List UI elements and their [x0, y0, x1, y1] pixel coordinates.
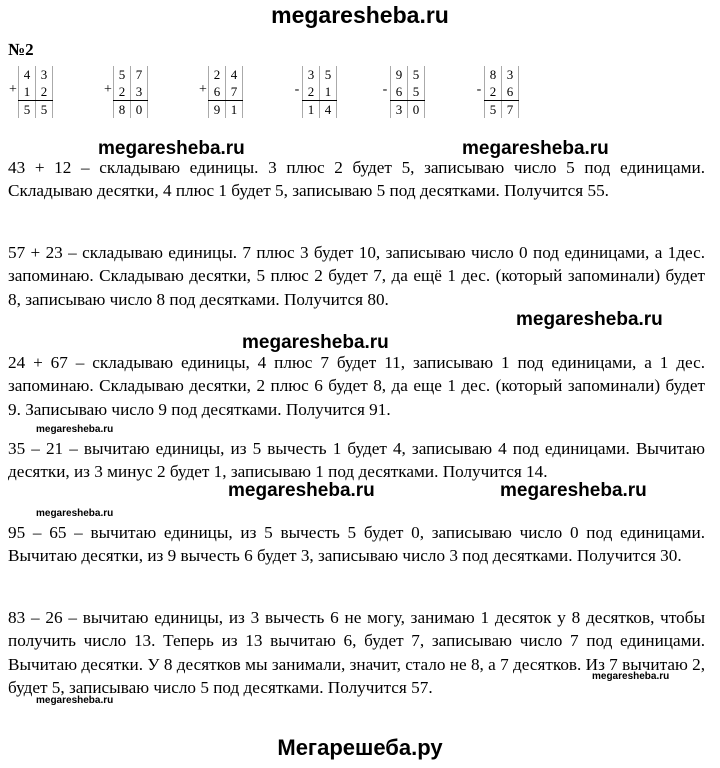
digit: 3: [502, 66, 519, 83]
digit-grid: [484, 66, 519, 118]
digit: 2: [485, 83, 502, 101]
digit: 2: [209, 66, 226, 83]
digit: 8: [485, 66, 502, 83]
watermark: megaresheba.ru: [36, 424, 114, 435]
result-digit: 9: [209, 101, 226, 119]
solution-paragraph: 43 + 12 – складываю единицы. 3 плюс 2 будет 5, записываю число 5 под единицами. Складываю десятки, 4 плюс 1 будет 5, записываю 5 под десятками. Получится 55.: [8, 158, 705, 201]
digit: 6: [209, 83, 226, 101]
operation-sign: +: [104, 82, 112, 97]
digit: 5: [408, 66, 425, 83]
watermark: megaresheba.ru: [36, 695, 114, 706]
digit: 9: [391, 66, 408, 83]
digit: 1: [19, 83, 36, 101]
result-digit: 4: [320, 101, 337, 119]
digit: 2: [303, 83, 320, 101]
digit-grid: [208, 66, 243, 118]
result-digit: 5: [19, 101, 36, 119]
solution-paragraph: 95 – 65 – вычитаю единицы, из 5 вычесть 5 будет 0, записываю число 0 под единицами. Вычитаю десятки, из 9 вычесть 6 будет 3, записываю число 3 под десятками. Получится 30.: [8, 523, 705, 566]
column-calculation: [103, 66, 148, 118]
digit-grid: [390, 66, 425, 118]
solution-paragraph: 35 – 21 – вычитаю единицы, из 5 вычесть 1 будет 4, записываю 4 под единицами. Вычитаю десятки, из 3 минус 2 будет 1, записываю 1 под десятками. Получится 14.: [8, 439, 705, 482]
result-digit: 1: [226, 101, 243, 119]
site-header: megaresheba.ru: [271, 2, 449, 28]
operation-sign: -: [476, 82, 482, 97]
watermark: megaresheba.ru: [500, 480, 647, 501]
digit: 4: [19, 66, 36, 83]
watermark: megaresheba.ru: [242, 332, 389, 353]
result-digit: 5: [485, 101, 502, 119]
problem-number: №2: [8, 40, 34, 59]
watermark: megaresheba.ru: [98, 138, 245, 159]
digit: 4: [226, 66, 243, 83]
digit: 3: [131, 83, 148, 101]
digit: 3: [303, 66, 320, 83]
result-digit: 1: [303, 101, 320, 119]
solution-paragraph: 57 + 23 – складываю единицы. 7 плюс 3 будет 10, записываю число 0 под единицами, а 1дес. запоминаю. Складываю десятки, 5 плюс 2 будет 7, да ещё 1 дес. (который запоминали) будет 8, записываю число 8 под десятками. Получится 80.: [8, 243, 705, 309]
column-calculation: [474, 66, 519, 118]
digit: 1: [320, 83, 337, 101]
watermark: megaresheba.ru: [36, 508, 114, 519]
result-digit: 0: [131, 101, 148, 119]
digit-grid: [113, 66, 148, 118]
column-calculation: [380, 66, 425, 118]
digit-grid: [302, 66, 337, 118]
operation-sign: -: [382, 82, 388, 97]
digit: 3: [36, 66, 53, 83]
result-digit: 8: [114, 101, 131, 119]
result-digit: 0: [408, 101, 425, 119]
watermark: megaresheba.ru: [462, 138, 609, 159]
digit: 2: [114, 83, 131, 101]
result-digit: 7: [502, 101, 519, 119]
watermark: megaresheba.ru: [228, 480, 375, 501]
digit-grid: [18, 66, 53, 118]
site-footer: Мегарешеба.ру: [277, 735, 443, 760]
watermark: megaresheba.ru: [516, 309, 663, 330]
digit: 6: [391, 83, 408, 101]
digit: 6: [502, 83, 519, 101]
column-calculation: [198, 66, 243, 118]
digit: 5: [408, 83, 425, 101]
operation-sign: -: [294, 82, 300, 97]
solution-paragraph: 24 + 67 – складываю единицы, 4 плюс 7 будет 11, записываю 1 под единицами, а 1 дес. запоминаю. Складываю десятки, 2 плюс 6 будет 8, да еще 1 дес. (который запоминали) будет 9. Записываю число 9 под десятками. Получится 91.: [8, 353, 705, 419]
solution-paragraph: 83 – 26 – вычитаю единицы, из 3 вычесть 6 не могу, занимаю 1 десяток у 8 десятков, чтобы получить число 13. Теперь из 13 вычитаю 6, будет 7, записываю число 7 под единицами. Вычитаю десятки. У 8 десятков мы занимали, значит, стало не 8, а 7 десятков. Из 7 вычитаю 2, будет 5, записываю число 5 под десятками. Получится 57.: [8, 608, 705, 697]
digit: 5: [114, 66, 131, 83]
column-calculation: [8, 66, 53, 118]
column-calculation: [292, 66, 337, 118]
digit: 5: [320, 66, 337, 83]
operation-sign: +: [9, 82, 17, 97]
result-digit: 5: [36, 101, 53, 119]
operation-sign: +: [199, 82, 207, 97]
watermark: megaresheba.ru: [592, 671, 670, 682]
digit: 7: [226, 83, 243, 101]
result-digit: 3: [391, 101, 408, 119]
digit: 7: [131, 66, 148, 83]
digit: 2: [36, 83, 53, 101]
